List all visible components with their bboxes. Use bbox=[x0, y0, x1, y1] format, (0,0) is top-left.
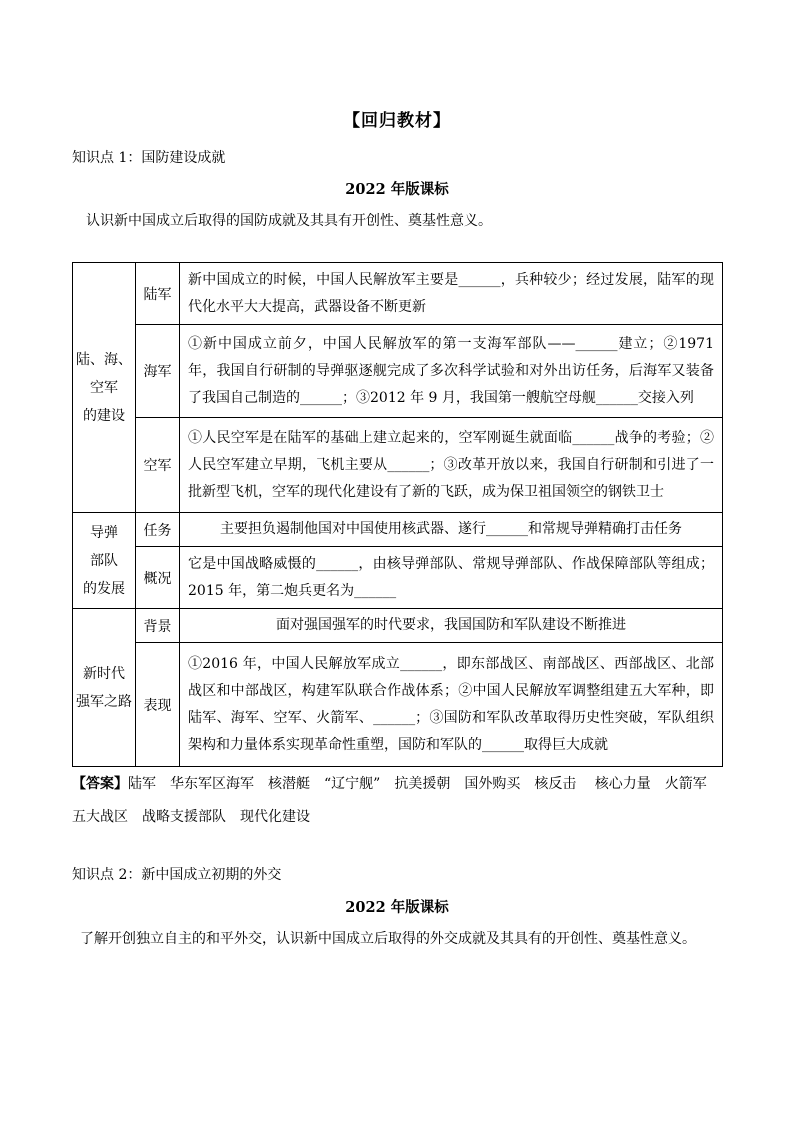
answer-block bbox=[72, 768, 722, 834]
section-title: 【回归教材】 bbox=[343, 111, 451, 131]
knowledge-point-2: 知识点 2：新中国成立初期的外交 bbox=[72, 867, 282, 883]
table-row bbox=[73, 513, 723, 547]
content-cell: 它是中国战略威慑的______，由核导弹部队、常规导弹部队、作战保障部队等组成；2015 年，第二炮兵更名为______ bbox=[180, 547, 723, 609]
standard-2-title: 2022 年版课标 bbox=[345, 899, 449, 916]
subcategory-cell: 海军 bbox=[136, 325, 180, 418]
table-row bbox=[73, 547, 723, 609]
category-cell bbox=[73, 263, 136, 513]
table-row bbox=[73, 418, 723, 513]
answer-text: 陆军 华东军区海军 核潜艇 “辽宁舰” 抗美援朝 国外购买 核反击 核心力量 火箭军 bbox=[128, 776, 707, 792]
answer-line-2: 五大战区 战略支援部队 现代化建设 bbox=[72, 809, 310, 825]
answer-label: 【答案】 bbox=[72, 776, 128, 792]
subcategory-cell: 陆军 bbox=[136, 263, 180, 325]
category-label: 导弹 部队 的发展 bbox=[83, 524, 125, 597]
content-cell: 主要担负遏制他国对中国使用核武器、遂行______和常规导弹精确打击任务 bbox=[180, 513, 723, 547]
category-cell bbox=[73, 513, 136, 609]
subcategory-cell: 概况 bbox=[136, 547, 180, 609]
standard-2-text: 了解开创独立自主的和平外交，认识新中国成立后取得的外交成就及其具有的开创性、奠基性意义。 bbox=[80, 931, 696, 947]
content-cell: ①新中国成立前夕，中国人民解放军的第一支海军部队——______建立；②1971 年，我国自行研制的导弹驱逐舰完成了多次科学试验和对外出访任务，后海军又装备了我国自己制造的______；③2012 年 9 月，我国第一艘航空母舰______交接入列 bbox=[180, 325, 723, 418]
knowledge-table bbox=[72, 262, 723, 767]
standard-1-text: 认识新中国成立后取得的国防成就及其具有开创性、奠基性意义。 bbox=[86, 213, 492, 229]
standard-1-title: 2022 年版课标 bbox=[345, 181, 449, 198]
knowledge-point-1: 知识点 1：国防建设成就 bbox=[72, 150, 226, 166]
category-label: 陆、海、 空军 的建设 bbox=[76, 351, 132, 424]
table-row bbox=[73, 263, 723, 325]
table-row bbox=[73, 643, 723, 767]
subcategory-cell: 背景 bbox=[136, 609, 180, 643]
category-cell bbox=[73, 609, 136, 767]
table-row bbox=[73, 325, 723, 418]
subcategory-cell: 任务 bbox=[136, 513, 180, 547]
table-row bbox=[73, 609, 723, 643]
content-cell: ①人民空军是在陆军的基础上建立起来的，空军刚诞生就面临______战争的考验；②人民空军建立早期，飞机主要从______；③改革开放以来，我国自行研制和引进了一批新型飞机，空军的现代化建设有了新的飞跃，成为保卫祖国领空的钢铁卫士 bbox=[180, 418, 723, 513]
content-cell: 新中国成立的时候，中国人民解放军主要是______，兵种较少；经过发展，陆军的现代化水平大大提高，武器设备不断更新 bbox=[180, 263, 723, 325]
content-cell: ①2016 年，中国人民解放军成立______，即东部战区、南部战区、西部战区、北部战区和中部战区，构建军队联合作战体系；②中国人民解放军调整组建五大军种，即陆军、海军、空军、火箭军、______；③国防和军队改革取得历史性突破，军队组织架构和力量体系实现革命性重塑，国防和军队的______取得巨大成就 bbox=[180, 643, 723, 767]
content-cell: 面对强国强军的时代要求，我国国防和军队建设不断推进 bbox=[180, 609, 723, 643]
answer-line-1 bbox=[72, 768, 722, 801]
subcategory-cell: 空军 bbox=[136, 418, 180, 513]
category-label: 新时代 强军之路 bbox=[76, 665, 132, 710]
subcategory-cell: 表现 bbox=[136, 643, 180, 767]
